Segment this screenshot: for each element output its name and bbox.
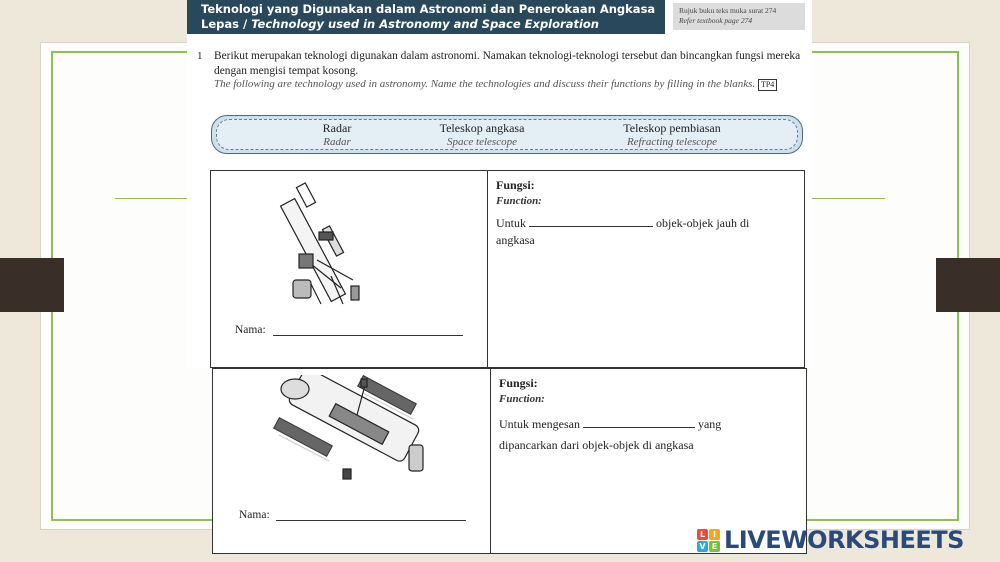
refracting-telescope-image [271,176,411,316]
slide-divider-right [807,198,885,199]
reference-en: Refer textbook page 274 [679,16,753,25]
function-title-1: Fungsi: [496,178,535,192]
header-title-en: Technology used in Astronomy and Space Exploration [251,17,599,31]
function-title-2: Fungsi: [499,376,538,390]
reference-box [673,3,805,30]
worksheet-top [187,0,812,368]
word-bank-item-space-telescope: Teleskop angkasa Space telescope [439,121,525,148]
function-cell-1 [487,170,805,368]
word-bank-item-radar: Radar Radar [322,121,352,148]
slide-divider-left [115,198,187,199]
question-number: 1 [197,50,203,62]
liveworksheets-logo-icon: L I V E [697,529,721,553]
function-blank-2[interactable] [583,418,695,428]
name-label-2: Nama: [239,509,270,521]
word-bank-item-refracting-telescope: Teleskop pembiasan Refracting telescope [623,121,721,148]
image-cell-2 [212,368,491,554]
header-title-ms-2: Lepas / [201,17,248,31]
worksheet-header [187,0,665,34]
worksheet-bottom [212,368,807,554]
slide-tab-left [0,258,64,312]
word-bank [211,115,803,154]
function-title-en-1: Function: [496,195,542,207]
name-input-2[interactable] [276,519,466,521]
function-blank-1[interactable] [529,217,653,227]
space-telescope-image [269,375,429,495]
function-text-2: Untuk mengesan yang dipancarkan dari objek-objek di angkasa [499,417,722,452]
reference-ms: Rujuk buku teks muka surat 274 [679,6,777,15]
name-label-1: Nama: [235,324,266,336]
header-title-ms: Teknologi yang Digunakan dalam Astronomi dan Penerokaan Angkasa [201,2,656,16]
question-text-en-body: The following are technology used in astronomy. Name the technologies and discuss their functions by filling in the blanks. [214,78,756,90]
question-text-en [214,77,806,92]
question-text-ms: Berikut merupakan teknologi digunakan dalam astronomi. Namakan teknologi-teknologi tersebut dan bincangkan fungsi mereka dengan mengisi tempat kosong. [214,50,801,77]
name-input-1[interactable] [273,334,463,336]
slide-tab-right [936,258,1000,312]
function-title-en-2: Function: [499,393,545,405]
liveworksheets-logo-text: LIVEWORKSHEETS [724,526,964,554]
level-badge: TP4 [758,79,777,91]
function-text-1: Untuk objek-objek jauh di angkasa [496,216,750,247]
image-cell-1 [210,170,488,368]
